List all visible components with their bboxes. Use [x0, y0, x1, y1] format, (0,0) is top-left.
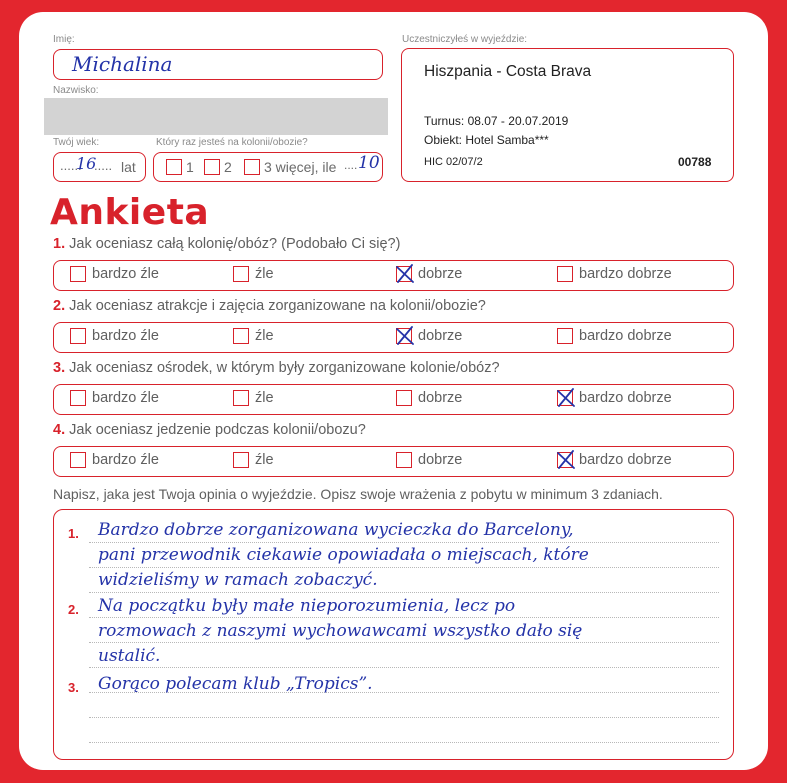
option-label: bardzo dobrze	[579, 266, 672, 282]
name-value: Michalina	[72, 52, 173, 76]
checkbox[interactable]	[396, 390, 412, 406]
name-label: Imię:	[53, 34, 75, 45]
times-option-2[interactable]	[204, 159, 232, 175]
surname-redacted	[44, 98, 388, 135]
question-4-text	[53, 422, 366, 438]
opinion-line-5: rozmowach z naszymi wychowawcami wszystko dało się	[98, 621, 583, 641]
opinion-number-2: 2.	[68, 602, 79, 617]
check-mark-icon	[395, 264, 415, 284]
opinion-rule	[89, 617, 719, 618]
times-option-1-label: 1	[186, 159, 194, 175]
option-q3-4[interactable]	[557, 390, 672, 406]
times-checkbox-3[interactable]	[244, 159, 260, 175]
opinion-rule	[89, 742, 719, 743]
opinion-prompt: Napisz, jaka jest Twoja opinia o wyjeździe. Opisz swoje wrażenia z pobytu w minimum 3 zdaniach.	[53, 486, 663, 502]
checkbox[interactable]	[70, 266, 86, 282]
opinion-rule	[89, 642, 719, 643]
option-q2-2[interactable]	[233, 328, 274, 344]
question-number: 1.	[53, 236, 66, 252]
opinion-rule	[89, 592, 719, 593]
opinion-rule	[89, 542, 719, 543]
option-q3-2[interactable]	[233, 390, 274, 406]
opinion-rule	[89, 717, 719, 718]
age-dots-right: .....	[94, 158, 113, 173]
checkbox[interactable]	[396, 266, 412, 282]
opinion-rule	[89, 667, 719, 668]
times-dots: ....	[344, 158, 358, 172]
option-q4-1[interactable]	[70, 452, 159, 468]
times-checkbox-1[interactable]	[166, 159, 182, 175]
question-number: 2.	[53, 298, 66, 314]
times-option-3[interactable]	[244, 159, 336, 175]
times-field	[153, 152, 383, 182]
question-number: 4.	[53, 422, 66, 438]
opinion-line-7: Gorąco polecam klub „Tropics”.	[98, 674, 373, 694]
option-q4-3[interactable]	[396, 452, 462, 468]
question-1-options	[53, 260, 734, 291]
option-label: źle	[255, 390, 274, 406]
option-label: bardzo dobrze	[579, 328, 672, 344]
surname-label: Nazwisko:	[53, 85, 99, 96]
option-q1-2[interactable]	[233, 266, 274, 282]
times-value: 10	[358, 153, 380, 173]
question-label: Jak oceniasz jedzenie podczas kolonii/obozu?	[69, 422, 366, 438]
checkbox[interactable]	[233, 452, 249, 468]
option-q1-3[interactable]	[396, 266, 462, 282]
age-field[interactable]	[53, 152, 146, 182]
times-option-2-label: 2	[224, 159, 232, 175]
option-label: źle	[255, 452, 274, 468]
question-2-options	[53, 322, 734, 353]
option-q4-4[interactable]	[557, 452, 672, 468]
opinion-number-1: 1.	[68, 526, 79, 541]
checkbox[interactable]	[70, 390, 86, 406]
option-label: bardzo źle	[92, 452, 159, 468]
check-mark-icon	[556, 450, 576, 470]
checkbox[interactable]	[233, 328, 249, 344]
opinion-line-4: Na początku były małe nieporozumienia, lecz po	[98, 596, 516, 616]
opinion-line-6: ustalić.	[98, 646, 161, 666]
checkbox[interactable]	[557, 266, 573, 282]
page-title: Ankieta	[50, 192, 210, 233]
checkbox[interactable]	[557, 328, 573, 344]
age-value: 16	[76, 154, 97, 173]
option-label: bardzo dobrze	[579, 390, 672, 406]
checkbox[interactable]	[233, 390, 249, 406]
trip-turnus: Turnus: 08.07 - 20.07.2019	[424, 114, 569, 128]
question-label: Jak oceniasz atrakcje i zajęcia zorganizowane na kolonii/obozie?	[69, 298, 486, 314]
check-mark-icon	[556, 388, 576, 408]
checkbox[interactable]	[396, 452, 412, 468]
option-q1-4[interactable]	[557, 266, 672, 282]
option-q2-3[interactable]	[396, 328, 462, 344]
opinion-line-3: widzieliśmy w ramach zobaczyć.	[98, 570, 378, 590]
option-label: źle	[255, 266, 274, 282]
option-q2-4[interactable]	[557, 328, 672, 344]
question-label: Jak oceniasz całą kolonię/obóz? (Podobało Ci się?)	[69, 236, 401, 252]
option-label: bardzo źle	[92, 390, 159, 406]
trip-name: Hiszpania - Costa Brava	[424, 63, 592, 80]
option-q3-1[interactable]	[70, 390, 159, 406]
trip-number: 00788	[678, 155, 712, 169]
question-number: 3.	[53, 360, 66, 376]
age-dots-left: ......	[60, 158, 82, 173]
question-3-options	[53, 384, 734, 415]
times-option-1[interactable]	[166, 159, 194, 175]
checkbox[interactable]	[396, 328, 412, 344]
times-option-3-label: 3 więcej, ile	[264, 159, 337, 175]
question-label: Jak oceniasz ośrodek, w którym były zorganizowane kolonie/obóz?	[69, 360, 500, 376]
age-unit: lat	[121, 159, 136, 175]
check-mark-icon	[395, 326, 415, 346]
option-q1-1[interactable]	[70, 266, 159, 282]
checkbox[interactable]	[70, 452, 86, 468]
trip-info-box	[401, 48, 734, 182]
question-3-text	[53, 360, 500, 376]
option-q3-3[interactable]	[396, 390, 462, 406]
option-label: bardzo źle	[92, 328, 159, 344]
trip-obiekt: Obiekt: Hotel Samba***	[424, 133, 549, 147]
option-label: bardzo dobrze	[579, 452, 672, 468]
trip-code: HIC 02/07/2	[424, 156, 483, 168]
option-label: dobrze	[418, 390, 463, 406]
checkbox[interactable]	[70, 328, 86, 344]
opinion-rule	[89, 567, 719, 568]
question-1-text	[53, 236, 400, 252]
checkbox[interactable]	[557, 390, 573, 406]
opinion-line-1: Bardzo dobrze zorganizowana wycieczka do Barcelony,	[98, 520, 574, 540]
opinion-box[interactable]	[53, 509, 734, 760]
times-label: Który raz jesteś na kolonii/obozie?	[156, 137, 308, 148]
option-label: dobrze	[418, 328, 463, 344]
opinion-number-3: 3.	[68, 680, 79, 695]
opinion-line-2: pani przewodnik ciekawie opowiadała o miejscach, które	[98, 545, 589, 565]
option-q2-1[interactable]	[70, 328, 159, 344]
checkbox[interactable]	[557, 452, 573, 468]
times-checkbox-2[interactable]	[204, 159, 220, 175]
option-label: dobrze	[418, 266, 463, 282]
option-label: bardzo źle	[92, 266, 159, 282]
option-label: źle	[255, 328, 274, 344]
option-label: dobrze	[418, 452, 463, 468]
option-q4-2[interactable]	[233, 452, 274, 468]
question-2-text	[53, 298, 486, 314]
question-4-options	[53, 446, 734, 477]
age-label: Twój wiek:	[53, 137, 100, 148]
name-field[interactable]	[53, 49, 383, 80]
trip-label: Uczestniczyłeś w wyjeździe:	[402, 34, 528, 45]
checkbox[interactable]	[233, 266, 249, 282]
